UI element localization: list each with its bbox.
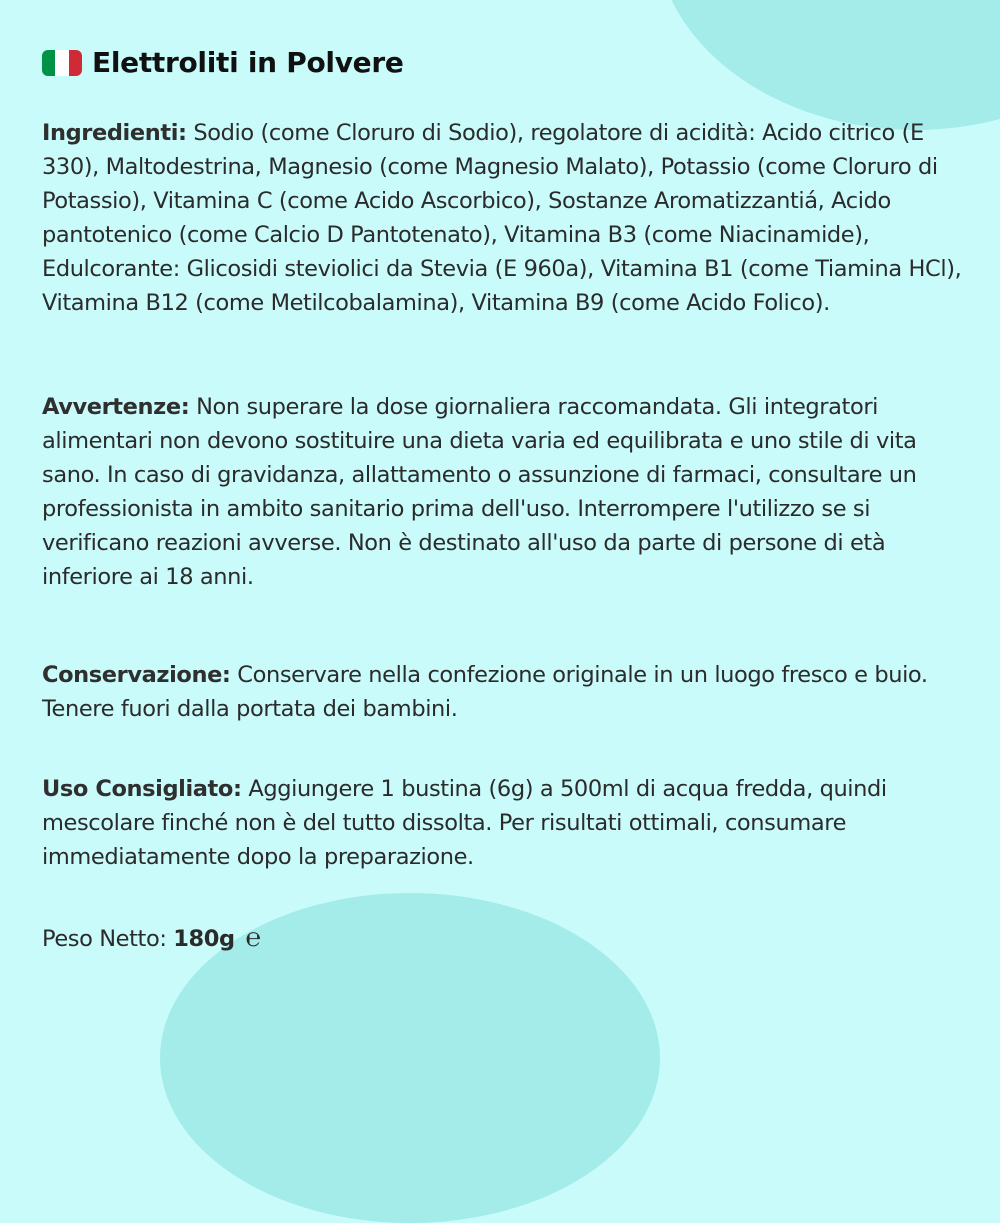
- warnings-label: Avvertenze:: [42, 394, 190, 420]
- flag-stripe-white: [55, 50, 68, 76]
- ingredients-label: Ingredienti:: [42, 120, 187, 146]
- page-title: Elettroliti in Polvere: [92, 46, 404, 79]
- warnings-section: [42, 390, 972, 594]
- storage-section: [42, 658, 972, 726]
- estimated-sign-icon: ℮: [245, 923, 261, 953]
- header: [42, 46, 404, 79]
- storage-label: Conservazione:: [42, 662, 231, 688]
- usage-text: Aggiungere 1 bustina (6g) a 500ml di acqua fredda, quindi mescolare finché non è del tutto dissolta. Per risultati ottimali, consumare immediatamente dopo la preparazione.: [42, 776, 887, 870]
- net-weight: [42, 921, 261, 956]
- warnings-text: Non superare la dose giornaliera raccomandata. Gli integratori alimentari non devono sostituire una dieta varia ed equilibrata e uno stile di vita sano. In caso di gravidanza, allattamento o assunzione di farmaci, consultare un professionista in ambito sanitario prima dell'uso. Interrompere l'utilizzo se si verificano reazioni avverse. Non è destinato all'uso da parte di persone di età inferiore ai 18 anni.: [42, 394, 917, 590]
- flag-stripe-green: [42, 50, 55, 76]
- ingredients-section: [42, 116, 972, 320]
- usage-section: [42, 772, 902, 874]
- ingredients-text: Sodio (come Cloruro di Sodio), regolatore di acidità: Acido citrico (E 330), Maltodestrina, Magnesio (come Magnesio Malato), Potassio (come Cloruro di Potassio), Vitamina C (come Acido Ascorbico), Sostanze Aromatizzantiá, Acido pantotenico (come Calcio D Pantotenato), Vitamina B3 (come Niacinamide), Edulcorante: Glicosidi steviolici da Stevia (E 960a), Vitamina B1 (come Tiamina HCl), Vitamina B12 (come Metilcobalamina), Vitamina B9 (come Acido Folico).: [42, 120, 962, 316]
- usage-label: Uso Consigliato:: [42, 776, 242, 802]
- flag-stripe-red: [69, 50, 82, 76]
- storage-text: Conservare nella confezione originale in un luogo fresco e buio. Tenere fuori dalla portata dei bambini.: [42, 662, 928, 722]
- net-weight-value: 180g: [173, 926, 235, 952]
- italy-flag-icon: [42, 50, 82, 76]
- decorative-circle-top: [655, 0, 1000, 130]
- net-weight-label: Peso Netto:: [42, 926, 167, 952]
